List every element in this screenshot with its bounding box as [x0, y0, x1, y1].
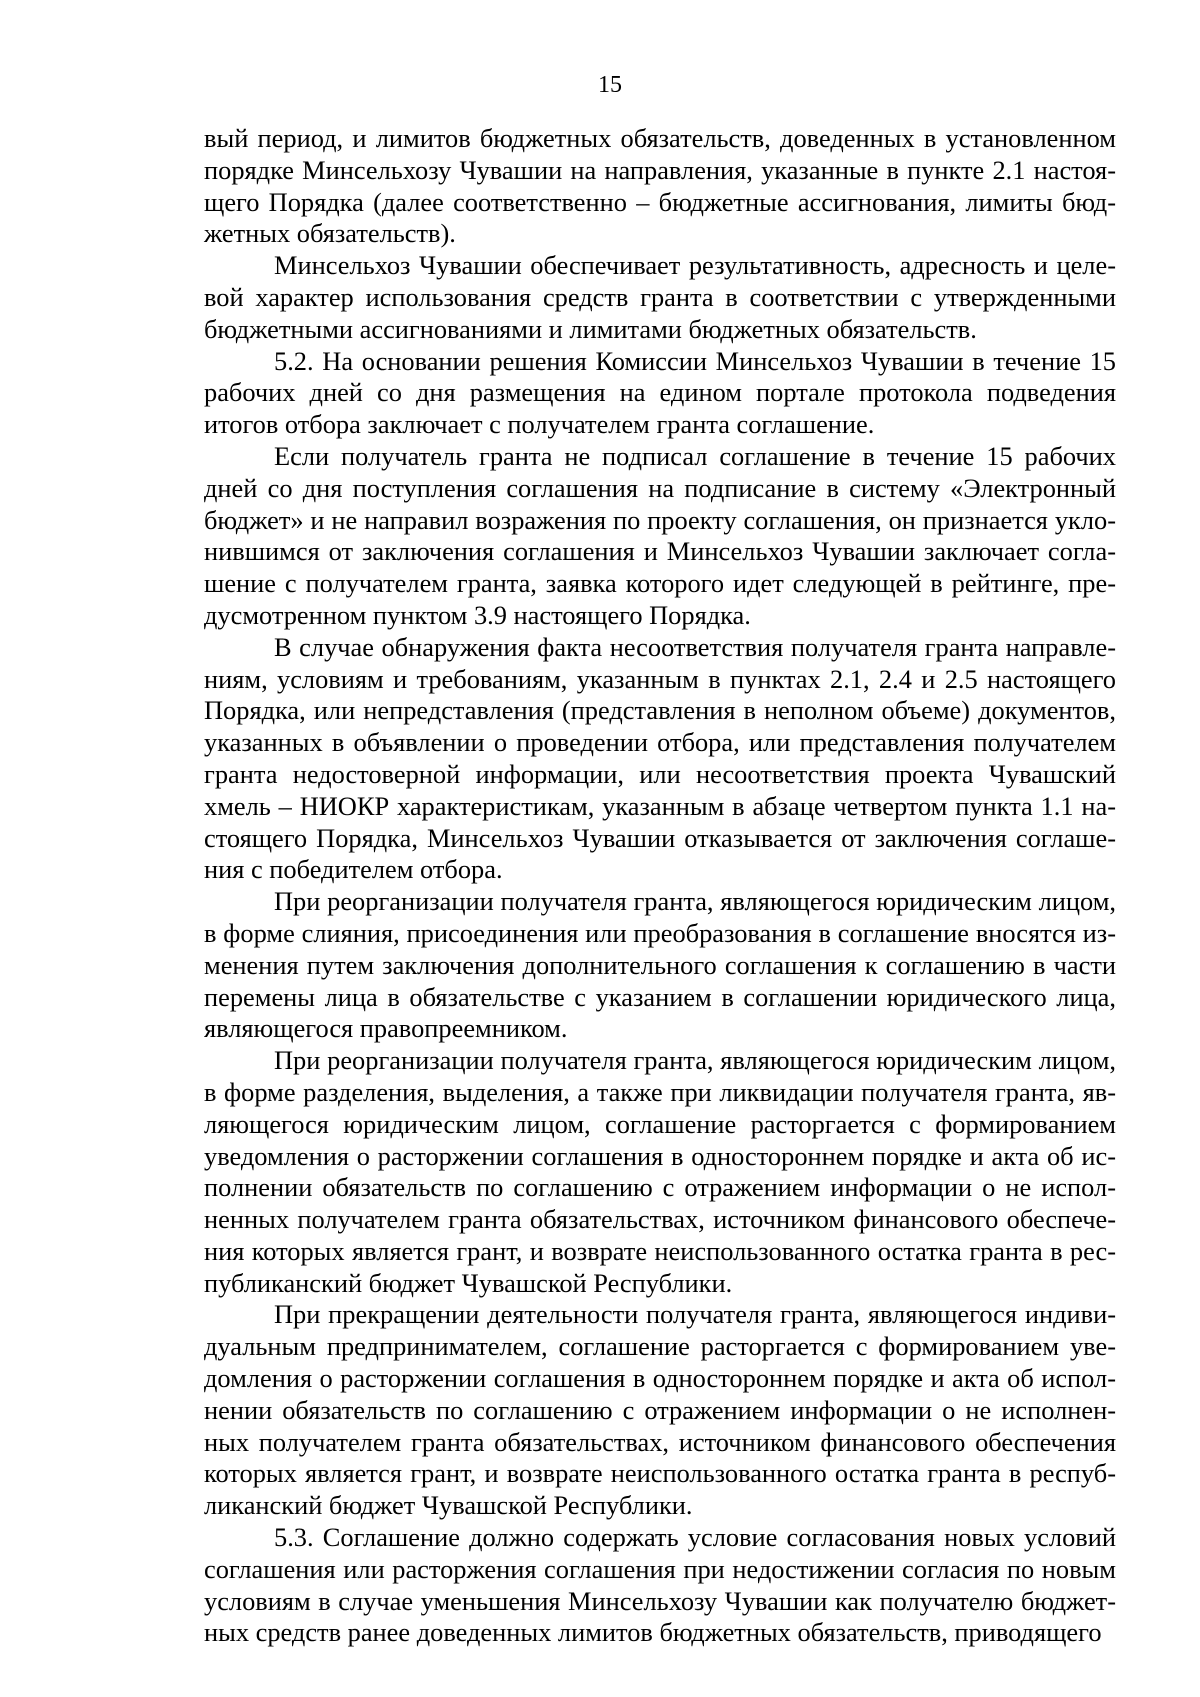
- paragraph: Минсельхоз Чувашии обеспечивает результативность, адресность и целевой характер использования средств гранта в соответствии с утвержденными бюджетными ассигнованиями и лимитами бюджетных обязательств.: [204, 250, 1116, 344]
- document-body: [204, 123, 1116, 1649]
- paragraph-section-5-2: 5.2. На основании решения Комиссии Минсельхоз Чувашии в течение 15 рабочих дней со дня размещения на едином портале протокола подведения итогов отбора заключает с получателем гранта соглашение.: [204, 345, 1116, 440]
- paragraph-continuation: вый период, и лимитов бюджетных обязательств, доведенных в установленном порядке Минсельхозу Чувашии на направления, указанные в пункте 2.1 настоящего Порядка (далее соответственно – бюджетные ассигнования, лимиты бюджетных обязательств).: [204, 123, 1116, 249]
- paragraph: В случае обнаружения факта несоответствия получателя гранта направлениям, условиям и требованиям, указанным в пунктах 2.1, 2.4 и 2.5 настоящего Порядка, или непредставления (представления в неполном объеме) документов, указанных в объявлении о проведении отбора, или представления получателем гранта недостоверной информации, или несоответствия проекта Чувашский хмель – НИОКР характеристикам, указанным в абзаце четвертом пункта 1.1 настоящего Порядка, Минсельхоз Чувашии отказывается от заключения соглашения с победителем отбора.: [204, 631, 1116, 885]
- page-number: 15: [598, 72, 622, 98]
- paragraph: При реорганизации получателя гранта, являющегося юридическим лицом, в форме слияния, присоединения или преобразования в соглашение вносятся изменения путем заключения дополнительного соглашения к соглашению в части перемены лица в обязательстве с указанием в соглашении юридического лица, являющегося правопреемником.: [204, 886, 1116, 1044]
- paragraph: Если получатель гранта не подписал соглашение в течение 15 рабочих дней со дня поступления соглашения на подписание в систему «Электронный бюджет» и не направил возражения по проекту соглашения, он признается уклонившимся от заключения соглашения и Минсельхоз Чувашии заключает соглашение с получателем гранта, заявка которого идет следующей в рейтинге, предусмотренном пунктом 3.9 настоящего Порядка.: [204, 440, 1116, 630]
- paragraph: При прекращении деятельности получателя гранта, являющегося индивидуальным предпринимателем, соглашение расторгается с формированием уведомления о расторжении соглашения в одностороннем порядке и акта об исполнении обязательств по соглашению с отражением информации о не исполненных получателем гранта обязательствах, источником финансового обеспечения которых является грант, и возврате неиспользованного остатка гранта в республиканский бюджет Чувашской Республики.: [204, 1299, 1116, 1521]
- paragraph-section-5-3: 5.3. Соглашение должно содержать условие согласования новых условий соглашения или расторжения соглашения при недостижении согласия по новым условиям в случае уменьшения Минсельхозу Чувашии как получателю бюджетных средств ранее доведенных лимитов бюджетных обязательств, приводящего: [204, 1522, 1116, 1648]
- paragraph: При реорганизации получателя гранта, являющегося юридическим лицом, в форме разделения, выделения, а также при ликвидации получателя гранта, являющегося юридическим лицом, соглашение расторгается с формированием уведомления о расторжении соглашения в одностороннем порядке и акта об исполнении обязательств по соглашению с отражением информации о не исполненных получателем гранта обязательствах, источником финансового обеспечения которых является грант, и возврате неиспользованного остатка гранта в республиканский бюджет Чувашской Республики.: [204, 1045, 1116, 1298]
